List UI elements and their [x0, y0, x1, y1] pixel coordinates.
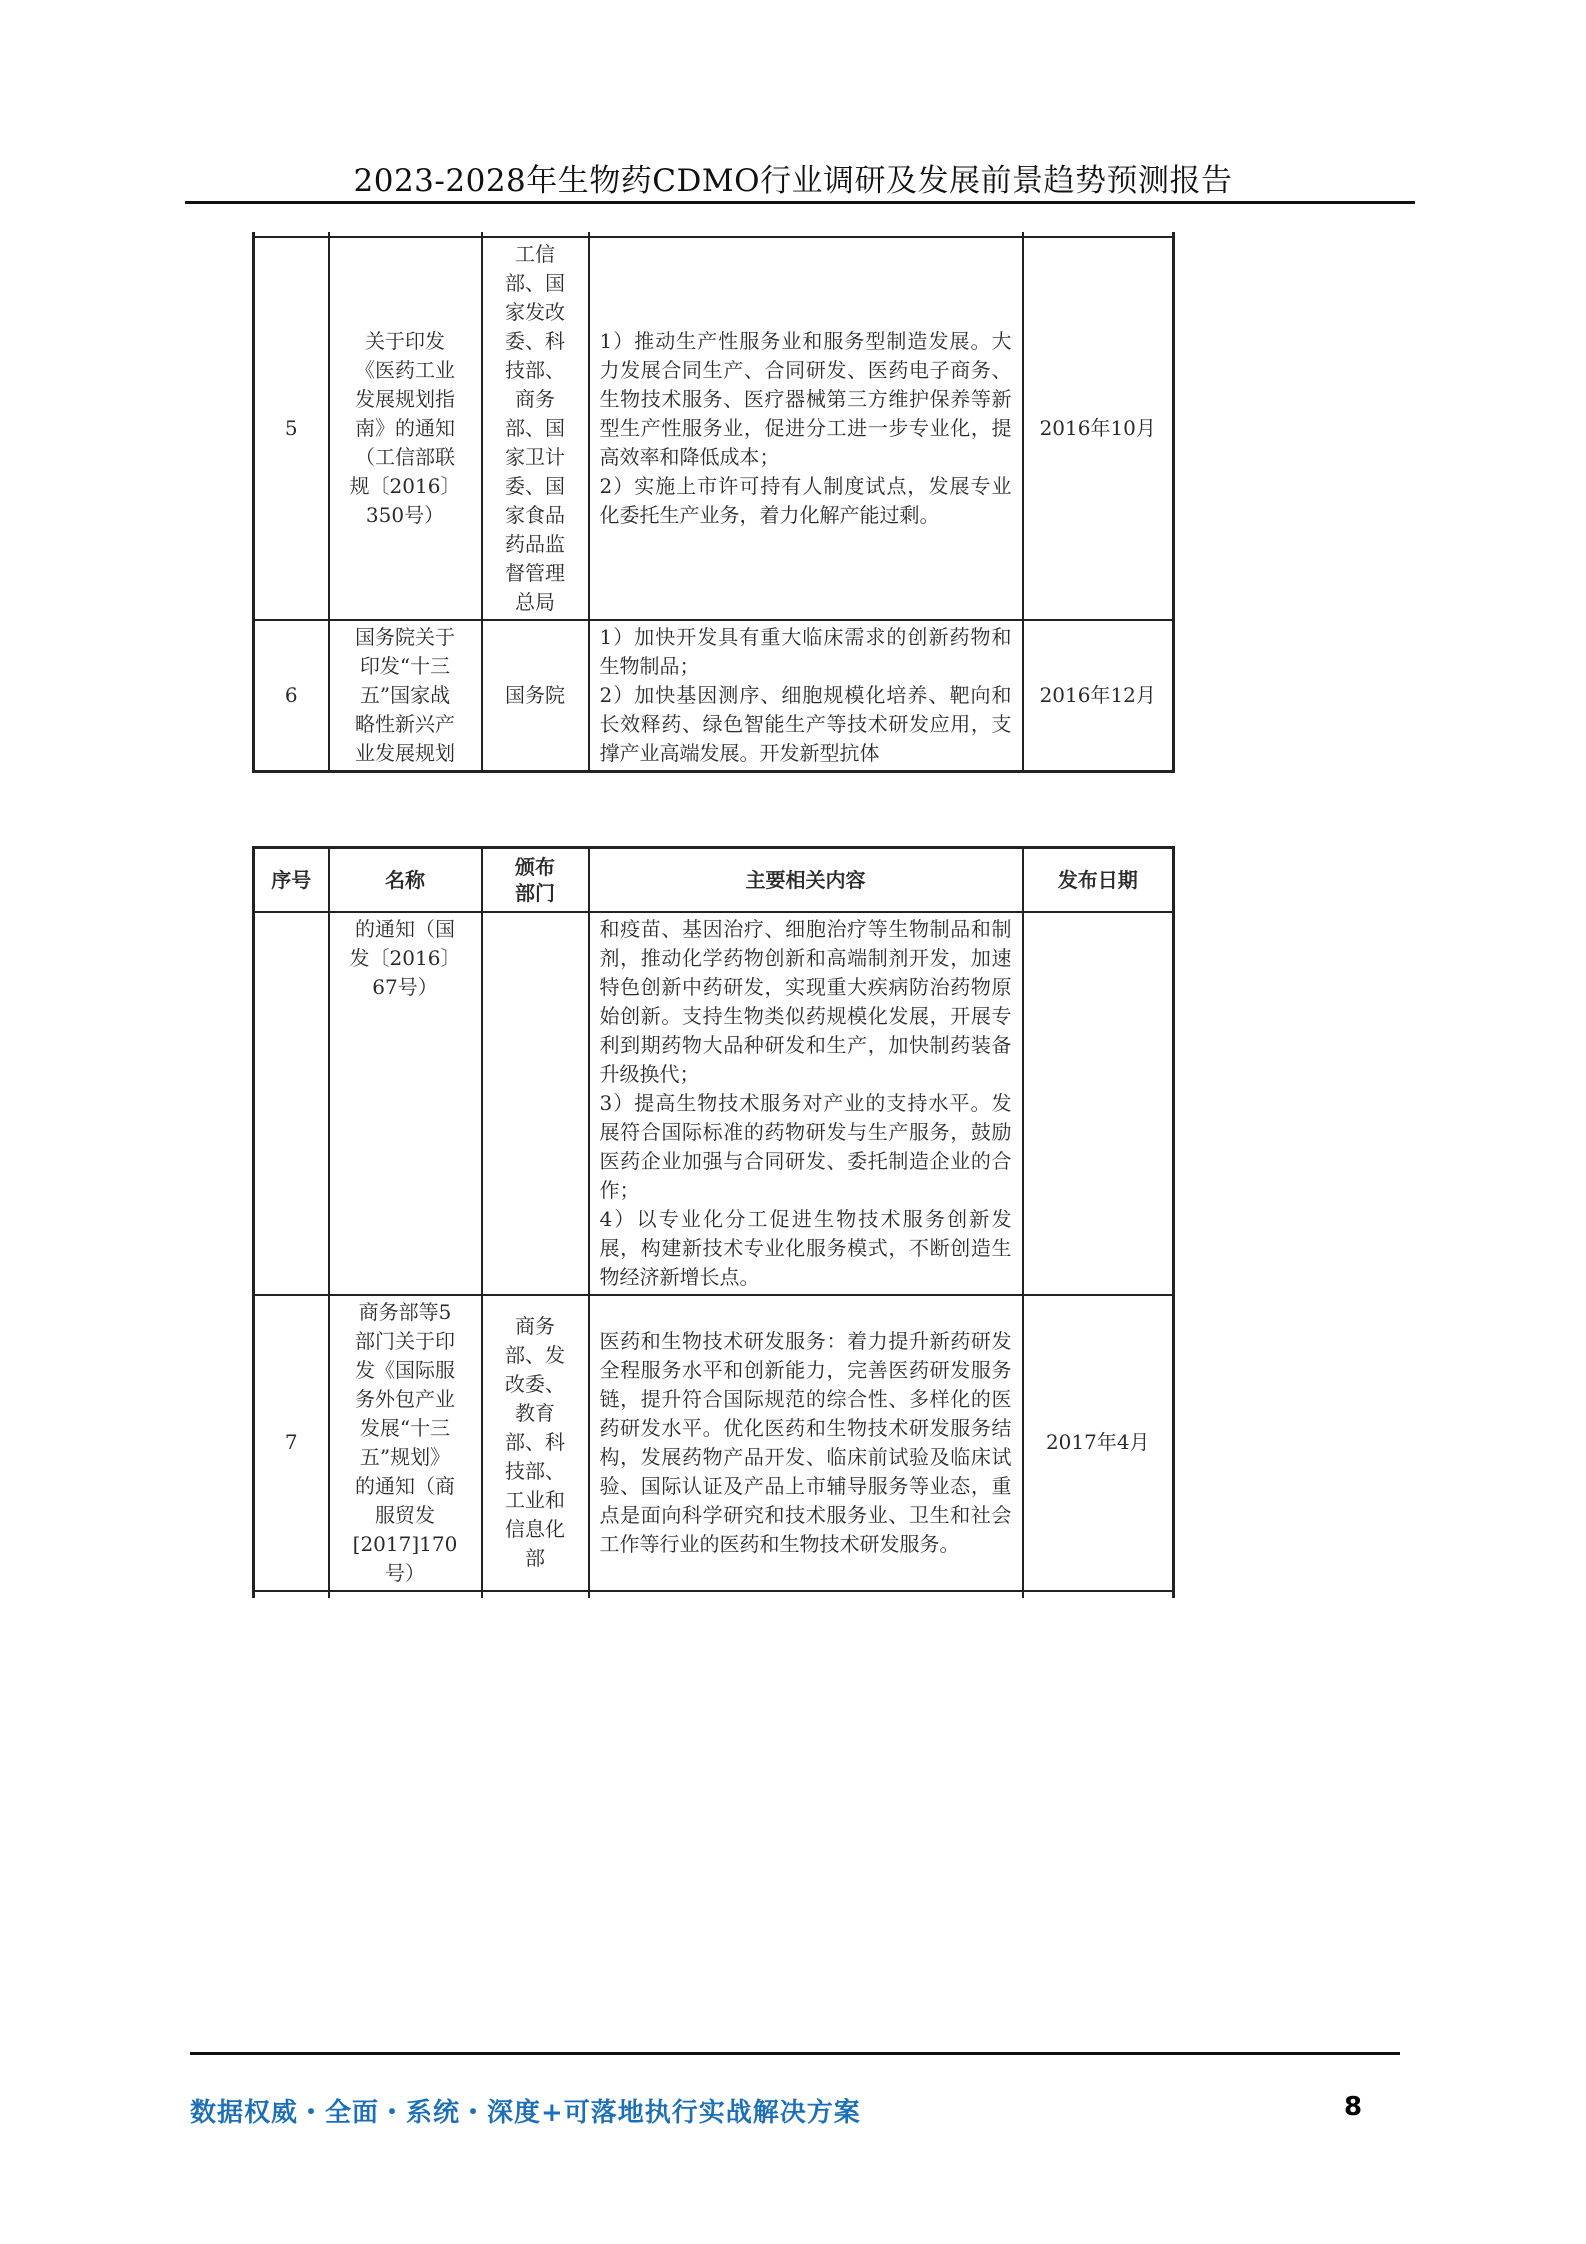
- col-header-date: 发布日期: [1023, 848, 1174, 912]
- table-row: [254, 237, 1174, 620]
- page-number: 8: [1344, 2092, 1363, 2122]
- cell-dept: 商务 部、发 改委、 教育 部、科 技部、 工业和 信息化 部: [482, 1295, 589, 1591]
- page-header-title: 2023-2028年生物药CDMO行业调研及发展前景趋势预测报告: [353, 163, 1233, 199]
- cell-date: 2016年12月: [1023, 620, 1174, 772]
- cell-content: 1）加快开发具有重大临床需求的创新药物和生物制品； 2）加快基因测序、细胞规模化培养、靶向和长效释药、绿色智能生产等技术研发应用，支撑产业高端发展。开发新型抗体: [589, 620, 1023, 772]
- col-header-name: 名称: [329, 848, 482, 912]
- table-row: [254, 912, 1174, 1295]
- cell-name: 国务院关于 印发“十三 五”国家战 略性新兴产 业发展规划: [329, 620, 482, 772]
- col-header-no: 序号: [254, 848, 329, 912]
- cell-name: 关于印发 《医药工业 发展规划指 南》的通知 （工信部联 规〔2016〕 350号）: [329, 237, 482, 620]
- table-row-cut: [254, 1591, 1174, 1598]
- cell-no: 5: [254, 237, 329, 620]
- col-header-content: 主要相关内容: [589, 848, 1023, 912]
- cell-name: 的通知（国 发〔2016〕 67号）: [329, 912, 482, 1295]
- cell-name: 商务部等5 部门关于印 发《国际服 务外包产业 发展“十三 五”规划》 的通知（商 服贸发 [2017]170 号）: [329, 1295, 482, 1591]
- policy-table-part-2: [252, 846, 1175, 1598]
- cell-dept: [482, 912, 589, 1295]
- cell-no: 6: [254, 620, 329, 772]
- table-header-row: [254, 848, 1174, 912]
- cell-date: 2017年4月: [1023, 1295, 1174, 1591]
- cell-content: 医药和生物技术研发服务：着力提升新药研发全程服务水平和创新能力，完善医药研发服务链，提升符合国际规范的综合性、多样化的医药研发水平。优化医药和生物技术研发服务结构，发展药物产品开发、临床前试验及临床试验、国际认证及产品上市辅导服务等业态，重点是面向科学研究和技术服务业、卫生和社会工作等行业的医药和生物技术研发服务。: [589, 1295, 1023, 1591]
- cell-no: [254, 912, 329, 1295]
- col-header-dept: 颁布 部门: [482, 848, 589, 912]
- header-divider: [185, 201, 1415, 204]
- table-row: [254, 620, 1174, 772]
- cell-content: 和疫苗、基因治疗、细胞治疗等生物制品和制剂，推动化学药物创新和高端制剂开发，加速特色创新中药研发，实现重大疾病防治药物原始创新。支持生物类似药规模化发展，开展专利到期药物大品种研发和生产，加快制药装备升级换代； 3）提高生物技术服务对产业的支持水平。发展符合国际标准的药物研发与生产服务，鼓励医药企业加强与合同研发、委托制造企业的合作； 4）以专业化分工促进生物技术服务创新发展，构建新技术专业化服务模式，不断创造生物经济新增长点。: [589, 912, 1023, 1295]
- cell-date: 2016年10月: [1023, 237, 1174, 620]
- cell-dept: 工信 部、国 家发改 委、科 技部、 商务 部、国 家卫计 委、国 家食品 药品监 督管理 总局: [482, 237, 589, 620]
- footer-slogan: 数据权威・全面・系统・深度+可落地执行实战解决方案: [190, 2098, 861, 2128]
- cell-no: 7: [254, 1295, 329, 1591]
- cell-date: [1023, 912, 1174, 1295]
- policy-table-part-1: [252, 232, 1175, 773]
- cell-dept: 国务院: [482, 620, 589, 772]
- footer-divider: [190, 2052, 1400, 2055]
- cell-content: 1）推动生产性服务业和服务型制造发展。大力发展合同生产、合同研发、医药电子商务、生物技术服务、医疗器械第三方维护保养等新型生产性服务业，促进分工进一步专业化，提高效率和降低成本； 2）实施上市许可持有人制度试点，发展专业化委托生产业务，着力化解产能过剩。: [589, 237, 1023, 620]
- table-row: [254, 1295, 1174, 1591]
